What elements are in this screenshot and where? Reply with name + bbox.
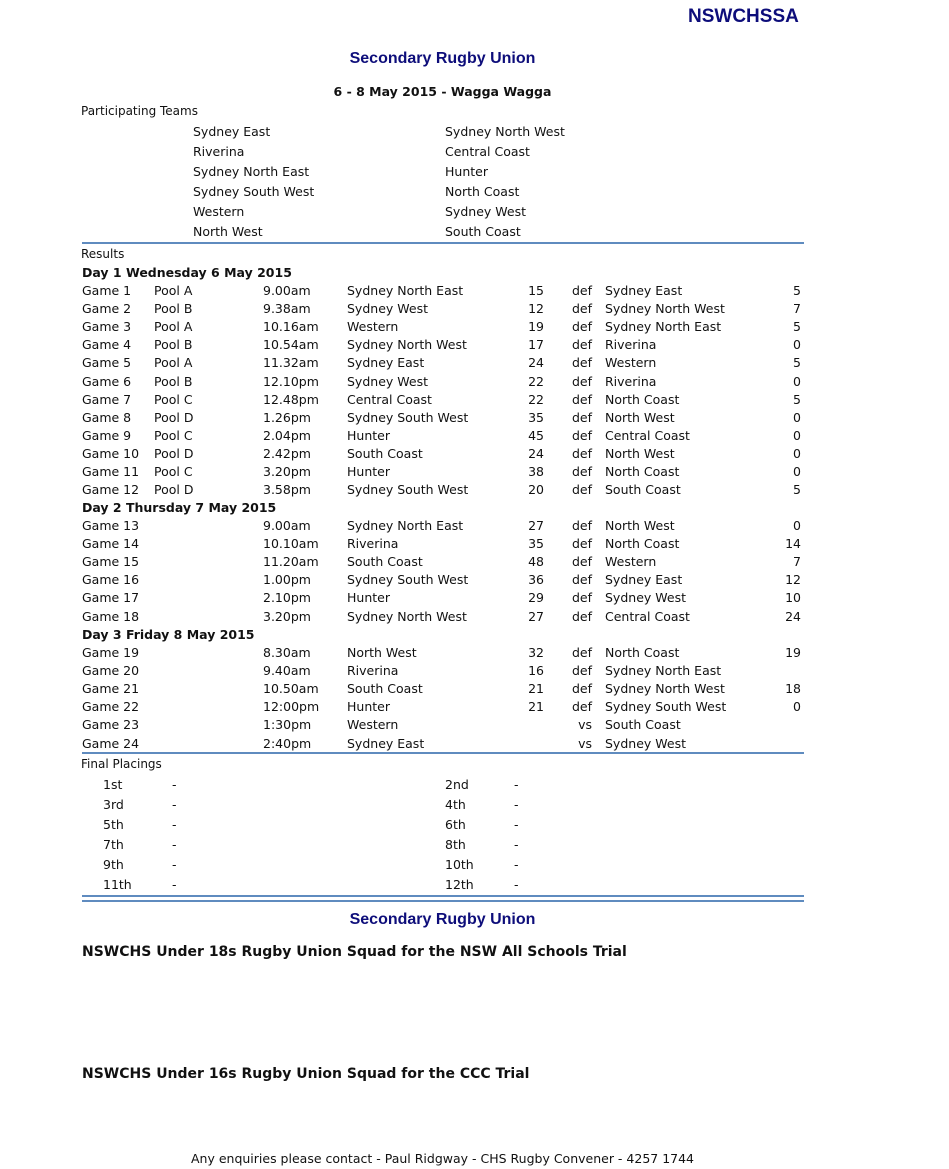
home-score: 29 (528, 590, 544, 606)
result-row (0, 374, 949, 392)
result-word: def (571, 608, 592, 624)
away-score: 5 (793, 283, 801, 298)
home-team: Sydney North East (347, 518, 464, 533)
squads-title: Secondary Rugby Union (349, 911, 536, 928)
home-team: Sydney East (347, 735, 425, 751)
org-name: NSWCHSSA (688, 6, 799, 27)
away-score: 14 (785, 536, 801, 552)
away-score: 5 (793, 391, 801, 407)
away-team: North West (605, 409, 675, 425)
participating-teams-label: Participating Teams (81, 104, 198, 118)
team-name: Sydney South West (193, 184, 315, 199)
result-word: def (571, 337, 592, 353)
result-word: def (571, 482, 592, 498)
home-score: 45 (528, 427, 544, 443)
kickoff-time: 2.42pm (263, 445, 311, 461)
kickoff-time: 10.16am (263, 319, 319, 335)
team-name: Hunter (445, 164, 488, 179)
result-row (0, 319, 949, 337)
away-team: Sydney North West (605, 681, 725, 697)
placing-position: 10th (445, 857, 474, 872)
home-team: Hunter (347, 464, 390, 479)
result-row (0, 482, 949, 500)
divider-line (82, 752, 804, 754)
home-team: Hunter (347, 590, 390, 606)
placing-position: 6th (445, 817, 466, 832)
result-row (0, 645, 949, 663)
placing-team: - (514, 777, 519, 792)
result-row (0, 464, 949, 482)
result-word: def (571, 319, 592, 335)
divider-line (82, 242, 804, 244)
home-team: Riverina (347, 536, 399, 552)
kickoff-time: 2.04pm (263, 427, 311, 443)
home-team: Sydney West (347, 301, 428, 317)
game-number: Game 8 (82, 409, 132, 425)
away-score: 0 (793, 409, 801, 425)
pool: Pool C (154, 427, 193, 443)
kickoff-time: 1.26pm (263, 409, 311, 425)
home-team: Hunter (347, 427, 390, 443)
result-word: def (571, 645, 592, 660)
result-word: def (571, 409, 592, 425)
result-row (0, 446, 949, 464)
home-score: 16 (528, 663, 544, 679)
away-score: 24 (785, 608, 801, 624)
home-score: 17 (528, 337, 544, 353)
home-score: 21 (528, 681, 544, 697)
home-team: Central Coast (347, 391, 432, 407)
result-word: vs (578, 717, 592, 733)
result-row (0, 736, 949, 754)
away-score: 5 (793, 355, 801, 371)
away-score: 19 (785, 645, 801, 660)
result-word: def (571, 681, 592, 697)
kickoff-time: 2:40pm (263, 735, 312, 751)
game-number: Game 5 (82, 355, 132, 371)
results-label: Results (81, 247, 125, 261)
contact-footer: Any enquiries please contact - Paul Ridgway - CHS Rugby Convener - 4257 1744 (190, 1151, 695, 1166)
kickoff-time: 8.30am (263, 645, 311, 660)
game-number: Game 20 (82, 663, 140, 679)
placing-team: - (514, 797, 519, 812)
game-number: Game 14 (82, 536, 140, 552)
result-word: def (571, 445, 592, 461)
team-name: Sydney East (193, 124, 271, 139)
home-team: Sydney South West (347, 482, 469, 498)
away-score: 0 (793, 464, 801, 479)
result-word: def (571, 699, 592, 715)
placing-position: 8th (445, 837, 466, 852)
game-number: Game 19 (82, 645, 140, 660)
result-row (0, 337, 949, 355)
placing-position: 4th (445, 797, 466, 812)
away-team: North West (605, 445, 675, 461)
event-subtitle: 6 - 8 May 2015 - Wagga Wagga (333, 84, 552, 99)
day-heading: Day 1 Wednesday 6 May 2015 (82, 265, 292, 280)
placing-team: - (514, 857, 519, 872)
team-name: Sydney West (445, 204, 526, 219)
team-name: North Coast (445, 184, 520, 199)
kickoff-time: 10.50am (263, 681, 319, 697)
result-word: def (571, 427, 592, 443)
away-team: North Coast (605, 391, 680, 407)
result-word: def (571, 464, 592, 479)
away-score: 7 (793, 554, 801, 570)
game-number: Game 10 (82, 445, 140, 461)
pool: Pool A (154, 319, 193, 335)
home-score: 20 (528, 482, 544, 498)
away-score: 0 (793, 373, 801, 389)
game-number: Game 21 (82, 681, 140, 697)
home-score: 27 (528, 518, 544, 533)
away-team: Western (605, 355, 657, 371)
double-divider-bottom (82, 900, 804, 902)
pool: Pool C (154, 464, 193, 479)
home-team: Riverina (347, 663, 399, 679)
kickoff-time: 9.00am (263, 518, 311, 533)
game-number: Game 15 (82, 554, 140, 570)
result-word: def (571, 391, 592, 407)
result-row (0, 410, 949, 428)
result-row (0, 663, 949, 681)
placing-team: - (172, 837, 177, 852)
u18-squad-heading: NSWCHS Under 18s Rugby Union Squad for the NSW All Schools Trial (82, 944, 627, 960)
team-name: Western (193, 204, 245, 219)
kickoff-time: 12:00pm (263, 699, 320, 715)
game-number: Game 24 (82, 735, 140, 751)
kickoff-time: 1:30pm (263, 717, 312, 733)
result-row (0, 428, 949, 446)
home-team: Sydney North West (347, 337, 467, 353)
placing-team: - (514, 837, 519, 852)
result-row (0, 717, 949, 735)
away-score: 0 (793, 699, 801, 715)
result-word: def (571, 355, 592, 371)
kickoff-time: 3.20pm (263, 464, 311, 479)
away-team: Central Coast (605, 608, 690, 624)
placing-position: 5th (103, 817, 124, 832)
double-divider-top (82, 895, 804, 897)
kickoff-time: 10.54am (263, 337, 319, 353)
placing-position: 2nd (445, 777, 469, 792)
away-team: Central Coast (605, 427, 690, 443)
home-score: 35 (528, 409, 544, 425)
result-row (0, 283, 949, 301)
result-word: def (571, 301, 592, 317)
home-team: South Coast (347, 554, 423, 570)
u16-squad-heading: NSWCHS Under 16s Rugby Union Squad for the CCC Trial (82, 1066, 530, 1082)
home-score: 12 (528, 301, 544, 317)
game-number: Game 7 (82, 391, 132, 407)
kickoff-time: 11.32am (263, 355, 319, 371)
kickoff-time: 12.10pm (263, 373, 319, 389)
game-number: Game 9 (82, 427, 132, 443)
game-number: Game 3 (82, 319, 132, 335)
page-title: Secondary Rugby Union (349, 50, 536, 67)
pool: Pool B (154, 373, 193, 389)
result-word: def (571, 283, 592, 298)
result-row (0, 590, 949, 608)
home-team: Western (347, 717, 399, 733)
away-score: 5 (793, 319, 801, 335)
home-score: 24 (528, 445, 544, 461)
placing-team: - (172, 877, 177, 892)
placing-team: - (172, 857, 177, 872)
game-number: Game 17 (82, 590, 140, 606)
home-team: Sydney South West (347, 572, 469, 588)
away-team: South Coast (605, 482, 681, 498)
kickoff-time: 10.10am (263, 536, 319, 552)
home-score: 22 (528, 373, 544, 389)
away-score: 5 (793, 482, 801, 498)
pool: Pool B (154, 301, 193, 317)
result-row (0, 572, 949, 590)
home-team: South Coast (347, 681, 423, 697)
result-word: def (571, 518, 592, 533)
home-score: 22 (528, 391, 544, 407)
game-number: Game 16 (82, 572, 140, 588)
away-team: Sydney West (605, 735, 686, 751)
pool: Pool D (154, 409, 194, 425)
home-team: North West (347, 645, 417, 660)
result-row (0, 609, 949, 627)
game-number: Game 13 (82, 518, 140, 533)
team-name: North West (193, 224, 263, 239)
placing-team: - (172, 797, 177, 812)
away-team: North Coast (605, 645, 680, 660)
home-team: Sydney West (347, 373, 428, 389)
away-score: 10 (785, 590, 801, 606)
away-score: 0 (793, 445, 801, 461)
pool: Pool D (154, 445, 194, 461)
away-score: 0 (793, 427, 801, 443)
pool: Pool B (154, 337, 193, 353)
result-word: def (571, 590, 592, 606)
away-team: North Coast (605, 536, 680, 552)
home-score: 24 (528, 355, 544, 371)
kickoff-time: 2.10pm (263, 590, 311, 606)
pool: Pool A (154, 355, 193, 371)
home-score: 27 (528, 608, 544, 624)
home-score: 32 (528, 645, 544, 660)
team-name: Sydney North East (193, 164, 310, 179)
away-team: South Coast (605, 717, 681, 733)
pool: Pool D (154, 482, 194, 498)
pool: Pool A (154, 283, 193, 298)
game-number: Game 2 (82, 301, 132, 317)
away-score: 0 (793, 518, 801, 533)
kickoff-time: 3.58pm (263, 482, 311, 498)
placing-team: - (172, 817, 177, 832)
result-word: def (571, 572, 592, 588)
away-score: 12 (785, 572, 801, 588)
home-team: Sydney South West (347, 409, 469, 425)
game-number: Game 1 (82, 283, 132, 298)
away-team: North Coast (605, 464, 680, 479)
placing-position: 1st (103, 777, 123, 792)
placing-team: - (172, 777, 177, 792)
result-word: def (571, 663, 592, 679)
result-word: def (571, 536, 592, 552)
away-team: Riverina (605, 373, 657, 389)
home-team: Western (347, 319, 399, 335)
kickoff-time: 12.48pm (263, 391, 319, 407)
game-number: Game 22 (82, 699, 140, 715)
kickoff-time: 1.00pm (263, 572, 311, 588)
home-team: Hunter (347, 699, 390, 715)
placing-position: 9th (103, 857, 124, 872)
away-team: Riverina (605, 337, 657, 353)
kickoff-time: 3.20pm (263, 608, 311, 624)
home-score: 15 (528, 283, 544, 298)
placing-position: 3rd (103, 797, 124, 812)
home-team: Sydney North West (347, 608, 467, 624)
placing-team: - (514, 877, 519, 892)
result-word: vs (578, 735, 592, 751)
result-row (0, 699, 949, 717)
away-score: 7 (793, 301, 801, 317)
away-team: Sydney North West (605, 301, 725, 317)
away-team: Sydney East (605, 283, 683, 298)
home-score: 21 (528, 699, 544, 715)
result-row (0, 554, 949, 572)
kickoff-time: 11.20am (263, 554, 319, 570)
team-name: Riverina (193, 144, 245, 159)
result-word: def (571, 554, 592, 570)
away-team: Western (605, 554, 657, 570)
team-name: South Coast (445, 224, 521, 239)
home-score: 38 (528, 464, 544, 479)
kickoff-time: 9.40am (263, 663, 311, 679)
away-score: 18 (785, 681, 801, 697)
result-row (0, 392, 949, 410)
home-team: South Coast (347, 445, 423, 461)
result-row (0, 355, 949, 373)
home-score: 36 (528, 572, 544, 588)
result-row (0, 301, 949, 319)
result-row (0, 536, 949, 554)
day-heading: Day 3 Friday 8 May 2015 (82, 627, 255, 642)
day-heading: Day 2 Thursday 7 May 2015 (82, 500, 277, 515)
home-team: Sydney North East (347, 283, 464, 298)
home-score: 48 (528, 554, 544, 570)
placing-position: 12th (445, 877, 474, 892)
game-number: Game 6 (82, 373, 132, 389)
away-team: Sydney North East (605, 663, 722, 679)
game-number: Game 12 (82, 482, 140, 498)
away-team: Sydney North East (605, 319, 722, 335)
kickoff-time: 9.38am (263, 301, 311, 317)
home-team: Sydney East (347, 355, 425, 371)
kickoff-time: 9.00am (263, 283, 311, 298)
home-score: 19 (528, 319, 544, 335)
placing-team: - (514, 817, 519, 832)
home-score: 35 (528, 536, 544, 552)
final-placings-label: Final Placings (81, 757, 162, 771)
result-row (0, 518, 949, 536)
away-team: Sydney West (605, 590, 686, 606)
result-row (0, 681, 949, 699)
game-number: Game 4 (82, 337, 132, 353)
away-team: North West (605, 518, 675, 533)
away-team: Sydney East (605, 572, 683, 588)
team-name: Sydney North West (445, 124, 565, 139)
away-team: Sydney South West (605, 699, 727, 715)
pool: Pool C (154, 391, 193, 407)
team-name: Central Coast (445, 144, 530, 159)
away-score: 0 (793, 337, 801, 353)
placing-position: 7th (103, 837, 124, 852)
game-number: Game 11 (82, 464, 140, 479)
result-word: def (571, 373, 592, 389)
placing-position: 11th (103, 877, 132, 892)
game-number: Game 23 (82, 717, 140, 733)
game-number: Game 18 (82, 608, 140, 624)
